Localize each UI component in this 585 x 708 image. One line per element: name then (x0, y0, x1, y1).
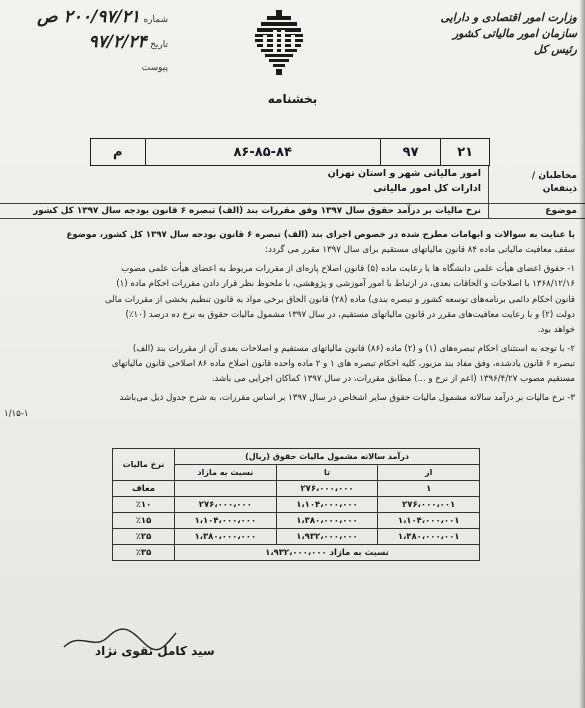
body-line-9: تبصره ۶ قانون یادشده، وفق مفاد بند مزبور، کلیه احکام تبصره های ۱ و ۲ ماده واحده قانون اصلاح ماده ۸۶ اصلاحی قانون مالیاتهای (111, 359, 575, 369)
table-header-excess: نسبت به مازاد (175, 465, 277, 481)
attachment-row (8, 56, 168, 79)
cell-rate: معاف (113, 481, 175, 497)
date-label: تاریخ (150, 40, 168, 50)
scan-edge-shadow (579, 0, 585, 708)
table-row (113, 529, 480, 545)
cell-excess: ۱،۳۸۰،۰۰۰،۰۰۰ (175, 529, 277, 545)
table-header-income: درآمد سالانه مشمول مالیات حقوق (ریال) (175, 449, 480, 465)
cell-rate: ٪۲۵ (113, 529, 175, 545)
cell-to: ۱،۳۸۰،۰۰۰،۰۰۰ (276, 513, 378, 529)
cell-rate: ٪۱۵ (113, 513, 175, 529)
cell-to: ۱،۱۰۴،۰۰۰،۰۰۰ (276, 497, 378, 513)
ref-cell-2: ۹۷ (380, 139, 441, 165)
number-row (8, 6, 168, 31)
cell-excess: ۱،۱۰۴،۰۰۰،۰۰۰ (175, 513, 277, 529)
body-line-5: قانون احکام دائمی برنامه‌های توسعه کشور و تبصره بندی) ماده (۲۸) قانون الحاق برخی مواد به قانون تنظیم بخشی از مقررات مالی (104, 295, 575, 305)
table-header-from: از (378, 465, 480, 481)
document-title: بخشنامه (267, 92, 318, 106)
ref-cell-1: ۲۱ (440, 139, 489, 165)
body-line-2: سقف معافیت مالیاتی ماده ۸۴ قانون مالیاتهای مستقیم برای سال ۱۳۹۷ مقرر می گردد: (265, 245, 575, 255)
date-value: ۹۷/۲/۲۴ (88, 32, 147, 52)
cell-excess: ۲۷۶،۰۰۰،۰۰۰ (175, 497, 277, 513)
cell-to: ۲۷۶،۰۰۰،۰۰۰ (276, 481, 378, 497)
table-header-rate: نرخ مالیات (113, 449, 175, 481)
ministry-header (440, 10, 577, 58)
recipients-line-1: امور مالیاتی شهر و استان تهران (327, 168, 481, 179)
table-row (113, 513, 480, 529)
reference-box (90, 138, 490, 166)
date-row (8, 31, 168, 56)
cell-rate: ٪۳۵ (113, 545, 175, 561)
ministry-line-1: وزارت امور اقتصادی و دارایی (440, 11, 577, 24)
tax-organization-emblem-icon (247, 8, 311, 78)
subject-label: موضوع (545, 206, 577, 216)
ministry-line-2: سازمان امور مالیاتی کشور (452, 27, 577, 40)
body-line-12: ۱/۱۵-۱ (4, 409, 29, 419)
subject-text: نرخ مالیات بر درآمد حقوق سال ۱۳۹۷ وفق مقررات بند (الف) تبصره ۶ قانون بودجه سال ۱۳۹۷ کل کشور (33, 206, 481, 216)
body-line-10: مستقیم مصوب ۱۳۹۶/۴/۲۷ (اعم از نرخ و ...) مطابق مقررات، در سال ۱۳۹۷ کماکان اجرایی می باشد. (211, 374, 575, 384)
body-line-7: خواهد بود. (537, 325, 575, 335)
cell-last-bracket: نسبت به مازاد ۱،۹۳۲،۰۰۰،۰۰۰ (175, 545, 480, 561)
body-line-8: ۲- با توجه به استثنای احکام تبصره‌های (۱) و (۲) ماده (۸۶) قانون مالیاتهای مستقیم و اصلاحات بعدی آن از مقررات بند (الف) (132, 344, 575, 354)
cell-from: ۱،۱۰۴،۰۰۰،۰۰۱ (378, 513, 480, 529)
table-row (113, 545, 480, 561)
meta-divider-vertical (488, 166, 489, 218)
ref-cell-3: ۸۶-۸۵-۸۴ (145, 139, 380, 165)
cell-rate: ٪۱۰ (113, 497, 175, 513)
meta-divider-2 (0, 218, 585, 219)
body-line-1: با عنایت به سوالات و ابهامات مطرح شده در خصوص اجرای بند (الف) تبصره ۶ قانون بودجه سال ۱۳۹۷ کل کشور، موضوع (66, 230, 575, 240)
cell-excess (175, 481, 277, 497)
cell-from: ۱،۳۸۰،۰۰۰،۰۰۱ (378, 529, 480, 545)
table-row (113, 497, 480, 513)
cell-from: ۲۷۶،۰۰۰،۰۰۱ (378, 497, 480, 513)
meta-divider-1 (0, 203, 585, 204)
tax-bracket-table (112, 448, 480, 561)
ministry-line-3: رئیس کل (533, 43, 577, 56)
attachment-label: پیوست (141, 63, 168, 73)
recipients-line-2: ادارات کل امور مالیاتی (373, 183, 481, 194)
cell-from: ۱ (378, 481, 480, 497)
number-value: ۲۰۰/۹۷/۲۱ ص (37, 7, 140, 27)
table-header-to: تا (276, 465, 378, 481)
ref-cell-4: م (113, 144, 123, 160)
letter-meta (8, 6, 168, 79)
cell-to: ۱،۹۳۲،۰۰۰،۰۰۰ (276, 529, 378, 545)
signer-name: سید کامل تقوی نژاد (95, 644, 215, 658)
body-line-6: دولت (۲) و با رعایت معافیت‌های مقرر در قانون مالیاتهای مستقیم، در سال ۱۳۹۷ مشمول مالیات حقوق به نرخ ده درصد (۱۰٪) (125, 310, 575, 320)
body-line-4: ۱۳۶۸/۱۲/۱۶ با اصلاحات و الحاقات بعدی، در ارتباط با امور آموزشی و پژوهشی، با ملحوظ نظر قرار دادن مقررات احکام ماده (۱) (116, 279, 575, 289)
number-label: شماره (143, 15, 168, 25)
body-line-11: ۳- نرخ مالیات بر درآمد سالانه مشمول مالیات حقوق سایر اشخاص در سال ۱۳۹۷ بر اساس مقررات، به شرح جدول ذیل می‌باشد (119, 393, 575, 403)
recipients-label: مخاطبان / ذینفعان (531, 171, 577, 194)
table-row (113, 481, 480, 497)
body-line-3: ۱- حقوق اعضای هیأت علمی دانشگاه ها با رعایت ماده (۵) قانون اصلاح پاره‌ای از مقررات مربوط به اعضای هیأت علمی مصوب (121, 264, 575, 274)
